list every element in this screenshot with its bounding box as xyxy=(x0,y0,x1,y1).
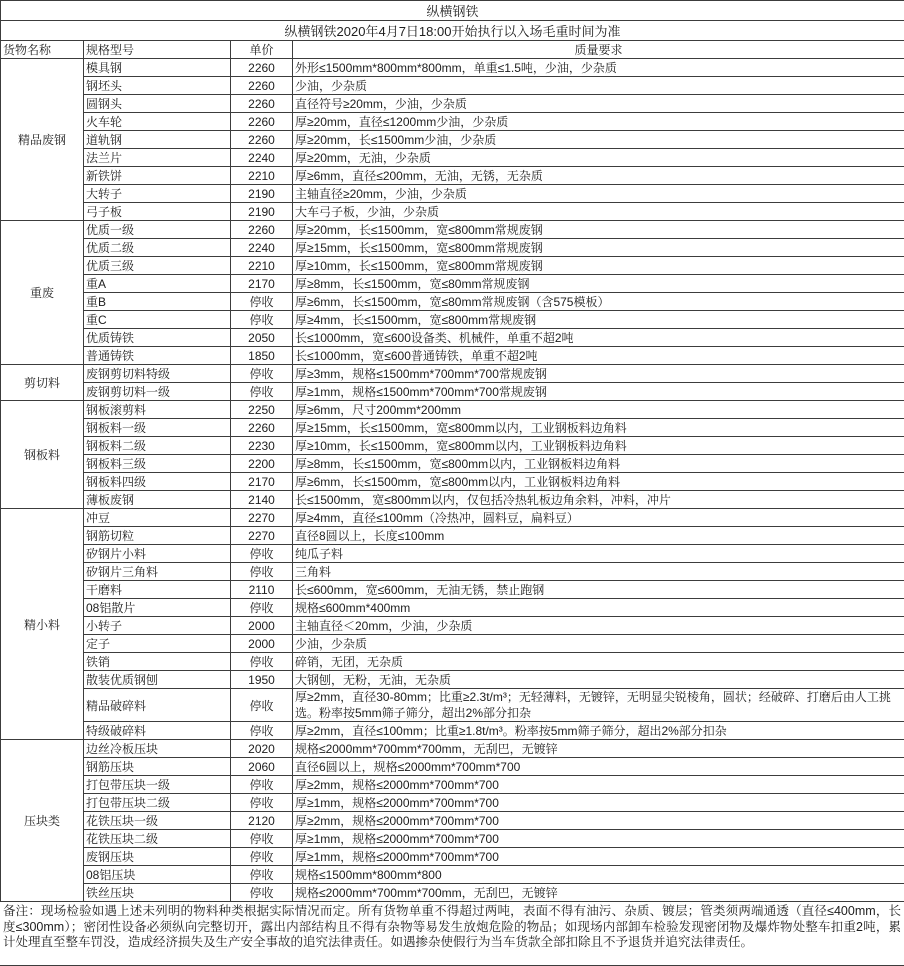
model-cell: 重B xyxy=(84,293,231,311)
price-cell: 2260 xyxy=(231,131,293,149)
model-cell: 优质三级 xyxy=(84,257,231,275)
category-cell: 精小料 xyxy=(1,509,84,740)
model-cell: 优质二级 xyxy=(84,239,231,257)
table-row xyxy=(1,599,904,617)
model-cell: 钢坯头 xyxy=(84,77,231,95)
model-cell: 钢板料一级 xyxy=(84,419,231,437)
quality-cell: 三角料 xyxy=(293,563,904,581)
model-cell: 道轨钢 xyxy=(84,131,231,149)
price-table-body xyxy=(1,59,904,902)
quality-cell: 厚≥10mm，长≤1500mm，宽≤800mm常规废钢 xyxy=(293,257,904,275)
model-cell: 钢板料四级 xyxy=(84,473,231,491)
quality-cell: 大车弓子板，少油，少杂质 xyxy=(293,203,904,221)
quality-cell: 长≤600mm，宽≤600mm，无油无锈，禁止跑钢 xyxy=(293,581,904,599)
category-cell: 重废 xyxy=(1,221,84,365)
model-cell: 铁丝压块 xyxy=(84,884,231,902)
table-row xyxy=(1,581,904,599)
table-row xyxy=(1,689,904,722)
model-cell: 大转子 xyxy=(84,185,231,203)
table-row xyxy=(1,848,904,866)
table-row xyxy=(1,149,904,167)
table-row xyxy=(1,293,904,311)
quality-cell: 厚≥6mm，直径≤200mm，无油，无锈，无杂质 xyxy=(293,167,904,185)
model-cell: 优质铸铁 xyxy=(84,329,231,347)
quality-cell: 长≤1000mm，宽≤600普通铸铁，单重不超2吨 xyxy=(293,347,904,365)
category-cell: 钢板料 xyxy=(1,401,84,509)
price-cell: 2260 xyxy=(231,59,293,77)
table-row xyxy=(1,866,904,884)
table-row xyxy=(1,455,904,473)
price-cell: 2270 xyxy=(231,527,293,545)
model-cell: 打包带压块二级 xyxy=(84,794,231,812)
quality-cell: 规格≤600mm*400mm xyxy=(293,599,904,617)
model-cell: 废钢剪切料特级 xyxy=(84,365,231,383)
table-row xyxy=(1,884,904,902)
model-cell: 圆钢头 xyxy=(84,95,231,113)
table-row xyxy=(1,653,904,671)
price-cell: 2270 xyxy=(231,509,293,527)
table-row xyxy=(1,671,904,689)
table-row xyxy=(1,509,904,527)
table-row xyxy=(1,527,904,545)
effective-date-notice: 纵横钢铁2020年4月7日18:00开始执行以入场毛重时间为准 xyxy=(1,21,904,41)
price-cell: 停收 xyxy=(231,311,293,329)
price-cell: 2170 xyxy=(231,275,293,293)
quality-cell: 厚≥2mm，直径30-80mm；比重≥2.3t/m³；无轻薄料，无镀锌，无明显尖锐棱角，圆状；经破碎、打磨后由人工挑选。粉率按5mm筛子筛分，超出2%部分扣杂 xyxy=(293,689,904,722)
model-cell: 新铁饼 xyxy=(84,167,231,185)
category-cell: 精品废钢 xyxy=(1,59,84,221)
table-row xyxy=(1,365,904,383)
table-row xyxy=(1,239,904,257)
price-cell: 停收 xyxy=(231,848,293,866)
price-cell: 2210 xyxy=(231,167,293,185)
table-row xyxy=(1,419,904,437)
table-row xyxy=(1,545,904,563)
quality-cell: 厚≥8mm，长≤1500mm，宽≤80mm常规废钢 xyxy=(293,275,904,293)
model-cell: 钢板料三级 xyxy=(84,455,231,473)
table-row xyxy=(1,617,904,635)
quality-cell: 长≤1000mm，宽≤600设备类、机械件，单重不超2吨 xyxy=(293,329,904,347)
table-row xyxy=(1,131,904,149)
price-cell: 停收 xyxy=(231,689,293,722)
price-cell: 2120 xyxy=(231,812,293,830)
quality-cell: 厚≥6mm，尺寸200mm*200mm xyxy=(293,401,904,419)
price-cell: 2210 xyxy=(231,257,293,275)
model-cell: 弓子板 xyxy=(84,203,231,221)
table-row xyxy=(1,437,904,455)
model-cell: 火车轮 xyxy=(84,113,231,131)
table-row xyxy=(1,830,904,848)
price-cell: 2260 xyxy=(231,113,293,131)
table-row xyxy=(1,203,904,221)
price-cell: 2020 xyxy=(231,740,293,758)
table-row xyxy=(1,257,904,275)
price-cell: 停收 xyxy=(231,884,293,902)
price-cell: 2230 xyxy=(231,437,293,455)
table-row xyxy=(1,221,904,239)
model-cell: 普通铸铁 xyxy=(84,347,231,365)
price-cell: 停收 xyxy=(231,830,293,848)
table-row xyxy=(1,794,904,812)
price-cell: 2260 xyxy=(231,419,293,437)
model-cell: 优质一级 xyxy=(84,221,231,239)
price-cell: 2200 xyxy=(231,455,293,473)
price-cell: 2140 xyxy=(231,491,293,509)
model-cell: 重C xyxy=(84,311,231,329)
price-cell: 停收 xyxy=(231,722,293,740)
column-header-price: 单价 xyxy=(231,41,293,59)
quality-cell: 厚≥15mm，长≤1500mm，宽≤800mm常规废钢 xyxy=(293,239,904,257)
model-cell: 法兰片 xyxy=(84,149,231,167)
price-cell: 2260 xyxy=(231,221,293,239)
price-cell: 2250 xyxy=(231,401,293,419)
table-row xyxy=(1,59,904,77)
price-cell: 停收 xyxy=(231,383,293,401)
model-cell: 钢板料二级 xyxy=(84,437,231,455)
quality-cell: 规格≤1500mm*800mm*800 xyxy=(293,866,904,884)
quality-cell: 纯瓜子料 xyxy=(293,545,904,563)
model-cell: 08铝压块 xyxy=(84,866,231,884)
model-cell: 钢筋切粒 xyxy=(84,527,231,545)
quality-cell: 厚≥10mm，长≤1500mm，宽≤800mm以内，工业钢板料边角料 xyxy=(293,437,904,455)
column-header-model: 规格型号 xyxy=(84,41,231,59)
price-cell: 2190 xyxy=(231,203,293,221)
quality-cell: 厚≥2mm，直径≤100mm；比重≥1.8t/m³。粉率按5mm筛子筛分，超出2%部分扣杂 xyxy=(293,722,904,740)
column-header-quality: 质量要求 xyxy=(293,41,904,59)
table-row xyxy=(1,329,904,347)
price-cell: 停收 xyxy=(231,545,293,563)
price-cell: 停收 xyxy=(231,776,293,794)
column-header-row xyxy=(1,41,904,59)
price-cell: 2260 xyxy=(231,77,293,95)
table-row xyxy=(1,311,904,329)
table-row xyxy=(1,347,904,365)
quality-cell: 厚≥4mm，直径≤100mm（冷热冲，圆料豆，扁料豆） xyxy=(293,509,904,527)
quality-cell: 直径8圆以上，长度≤100mm xyxy=(293,527,904,545)
price-cell: 2110 xyxy=(231,581,293,599)
model-cell: 定子 xyxy=(84,635,231,653)
price-cell: 2060 xyxy=(231,758,293,776)
quality-cell: 少油，少杂质 xyxy=(293,635,904,653)
price-cell: 停收 xyxy=(231,563,293,581)
quality-cell: 长≤1500mm，宽≤800mm以内，仅包括冷热轧板边角余料，冲料，冲片 xyxy=(293,491,904,509)
table-row xyxy=(1,563,904,581)
table-row xyxy=(1,275,904,293)
quality-cell: 厚≥20mm，无油，少杂质 xyxy=(293,149,904,167)
table-row xyxy=(1,635,904,653)
quality-cell: 少油，少杂质 xyxy=(293,77,904,95)
model-cell: 打包带压块一级 xyxy=(84,776,231,794)
model-cell: 钢筋压块 xyxy=(84,758,231,776)
quality-cell: 厚≥1mm，规格≤2000mm*700mm*700 xyxy=(293,794,904,812)
price-cell: 停收 xyxy=(231,794,293,812)
price-cell: 2240 xyxy=(231,149,293,167)
quality-cell: 厚≥6mm，长≤1500mm，宽≤800mm以内，工业钢板料边角料 xyxy=(293,473,904,491)
model-cell: 精品破碎料 xyxy=(84,689,231,722)
quality-cell: 厚≥1mm，规格≤2000mm*700mm*700 xyxy=(293,830,904,848)
model-cell: 干磨料 xyxy=(84,581,231,599)
table-row xyxy=(1,812,904,830)
model-cell: 铁销 xyxy=(84,653,231,671)
table-row xyxy=(1,383,904,401)
quality-cell: 碎销，无团，无杂质 xyxy=(293,653,904,671)
table-row xyxy=(1,758,904,776)
price-cell: 停收 xyxy=(231,365,293,383)
table-row xyxy=(1,185,904,203)
quality-cell: 主轴直径＜20mm，少油，少杂质 xyxy=(293,617,904,635)
model-cell: 重A xyxy=(84,275,231,293)
quality-cell: 厚≥15mm，长≤1500mm，宽≤800mm以内，工业钢板料边角料 xyxy=(293,419,904,437)
quality-cell: 厚≥20mm，长≤1500mm少油，少杂质 xyxy=(293,131,904,149)
quality-cell: 厚≥20mm，直径≤1200mm少油，少杂质 xyxy=(293,113,904,131)
model-cell: 特级破碎料 xyxy=(84,722,231,740)
model-cell: 矽钢片小料 xyxy=(84,545,231,563)
model-cell: 冲豆 xyxy=(84,509,231,527)
table-row xyxy=(1,167,904,185)
table-row xyxy=(1,95,904,113)
quality-cell: 厚≥20mm，长≤1500mm，宽≤800mm常规废钢 xyxy=(293,221,904,239)
quality-cell: 厚≥2mm，规格≤2000mm*700mm*700 xyxy=(293,776,904,794)
table-row xyxy=(1,473,904,491)
price-cell: 2050 xyxy=(231,329,293,347)
price-cell: 停收 xyxy=(231,866,293,884)
quality-cell: 厚≥1mm，规格≤2000mm*700mm*700 xyxy=(293,848,904,866)
table-row xyxy=(1,113,904,131)
quality-cell: 规格≤2000mm*700mm*700mm，无刮巴，无镀锌 xyxy=(293,740,904,758)
model-cell: 08铝散片 xyxy=(84,599,231,617)
table-row xyxy=(1,740,904,758)
table-row xyxy=(1,401,904,419)
footer-remarks: 备注：现场检验如遇上述未列明的物料种类根据实际情况而定。所有货物单重不得超过两吨，表面不得有油污、杂质、镀层；管类须两端通透（直径≤400mm，长度≤300mm）；密闭性设备必须纵向完整切开，露出内部结构且不得有杂物等易发生放炮危险的物品；如现场内部卸车检验发现密闭物及爆炸物处整车扣重2吨，累计处理直至整车罚没，造成经济损失及生产安全事故的追究法律责任。如遇掺杂使假行为当车货款全部扣除且不予退货并追究法律责任。 xyxy=(0,902,904,966)
price-cell: 2190 xyxy=(231,185,293,203)
price-cell: 2000 xyxy=(231,635,293,653)
quality-cell: 厚≥3mm，规格≤1500mm*700mm*700常规废钢 xyxy=(293,365,904,383)
quality-cell: 直径6圆以上，规格≤2000mm*700mm*700 xyxy=(293,758,904,776)
model-cell: 薄板废钢 xyxy=(84,491,231,509)
column-header-goods: 货物名称 xyxy=(1,41,84,59)
table-row xyxy=(1,776,904,794)
category-cell: 压块类 xyxy=(1,740,84,902)
category-cell: 剪切料 xyxy=(1,365,84,401)
quality-cell: 外形≤1500mm*800mm*800mm，单重≤1.5吨，少油，少杂质 xyxy=(293,59,904,77)
model-cell: 废钢剪切料一级 xyxy=(84,383,231,401)
price-cell: 2000 xyxy=(231,617,293,635)
model-cell: 废钢压块 xyxy=(84,848,231,866)
quality-cell: 厚≥2mm，规格≤2000mm*700mm*700 xyxy=(293,812,904,830)
model-cell: 花铁压块一级 xyxy=(84,812,231,830)
quality-cell: 主轴直径≥20mm，少油，少杂质 xyxy=(293,185,904,203)
model-cell: 小转子 xyxy=(84,617,231,635)
model-cell: 边丝冷板压块 xyxy=(84,740,231,758)
quality-cell: 规格≤2000mm*700mm*700mm，无刮巴，无镀锌 xyxy=(293,884,904,902)
model-cell: 花铁压块二级 xyxy=(84,830,231,848)
page-title: 纵横钢铁 xyxy=(1,1,904,21)
table-row xyxy=(1,77,904,95)
table-title-row xyxy=(1,1,904,21)
table-row xyxy=(1,722,904,740)
price-cell: 2240 xyxy=(231,239,293,257)
quality-cell: 大钢刨，无粉，无油，无杂质 xyxy=(293,671,904,689)
model-cell: 模具钢 xyxy=(84,59,231,77)
quality-cell: 厚≥6mm，长≤1500mm，宽≤80mm常规废钢（含575模板） xyxy=(293,293,904,311)
price-cell: 1950 xyxy=(231,671,293,689)
table-row xyxy=(1,491,904,509)
model-cell: 钢板滚剪料 xyxy=(84,401,231,419)
price-cell: 停收 xyxy=(231,599,293,617)
price-cell: 停收 xyxy=(231,293,293,311)
model-cell: 散装优质钢刨 xyxy=(84,671,231,689)
quality-cell: 厚≥4mm，长≤1500mm，宽≤800mm常规废钢 xyxy=(293,311,904,329)
quality-cell: 厚≥8mm，长≤1500mm，宽≤800mm以内，工业钢板料边角料 xyxy=(293,455,904,473)
table-subtitle-row xyxy=(1,21,904,41)
model-cell: 矽钢片三角料 xyxy=(84,563,231,581)
price-cell: 1850 xyxy=(231,347,293,365)
quality-cell: 厚≥1mm，规格≤1500mm*700mm*700常规废钢 xyxy=(293,383,904,401)
price-cell: 停收 xyxy=(231,653,293,671)
quality-cell: 直径符号≥20mm，少油，少杂质 xyxy=(293,95,904,113)
price-cell: 2170 xyxy=(231,473,293,491)
price-cell: 2260 xyxy=(231,95,293,113)
